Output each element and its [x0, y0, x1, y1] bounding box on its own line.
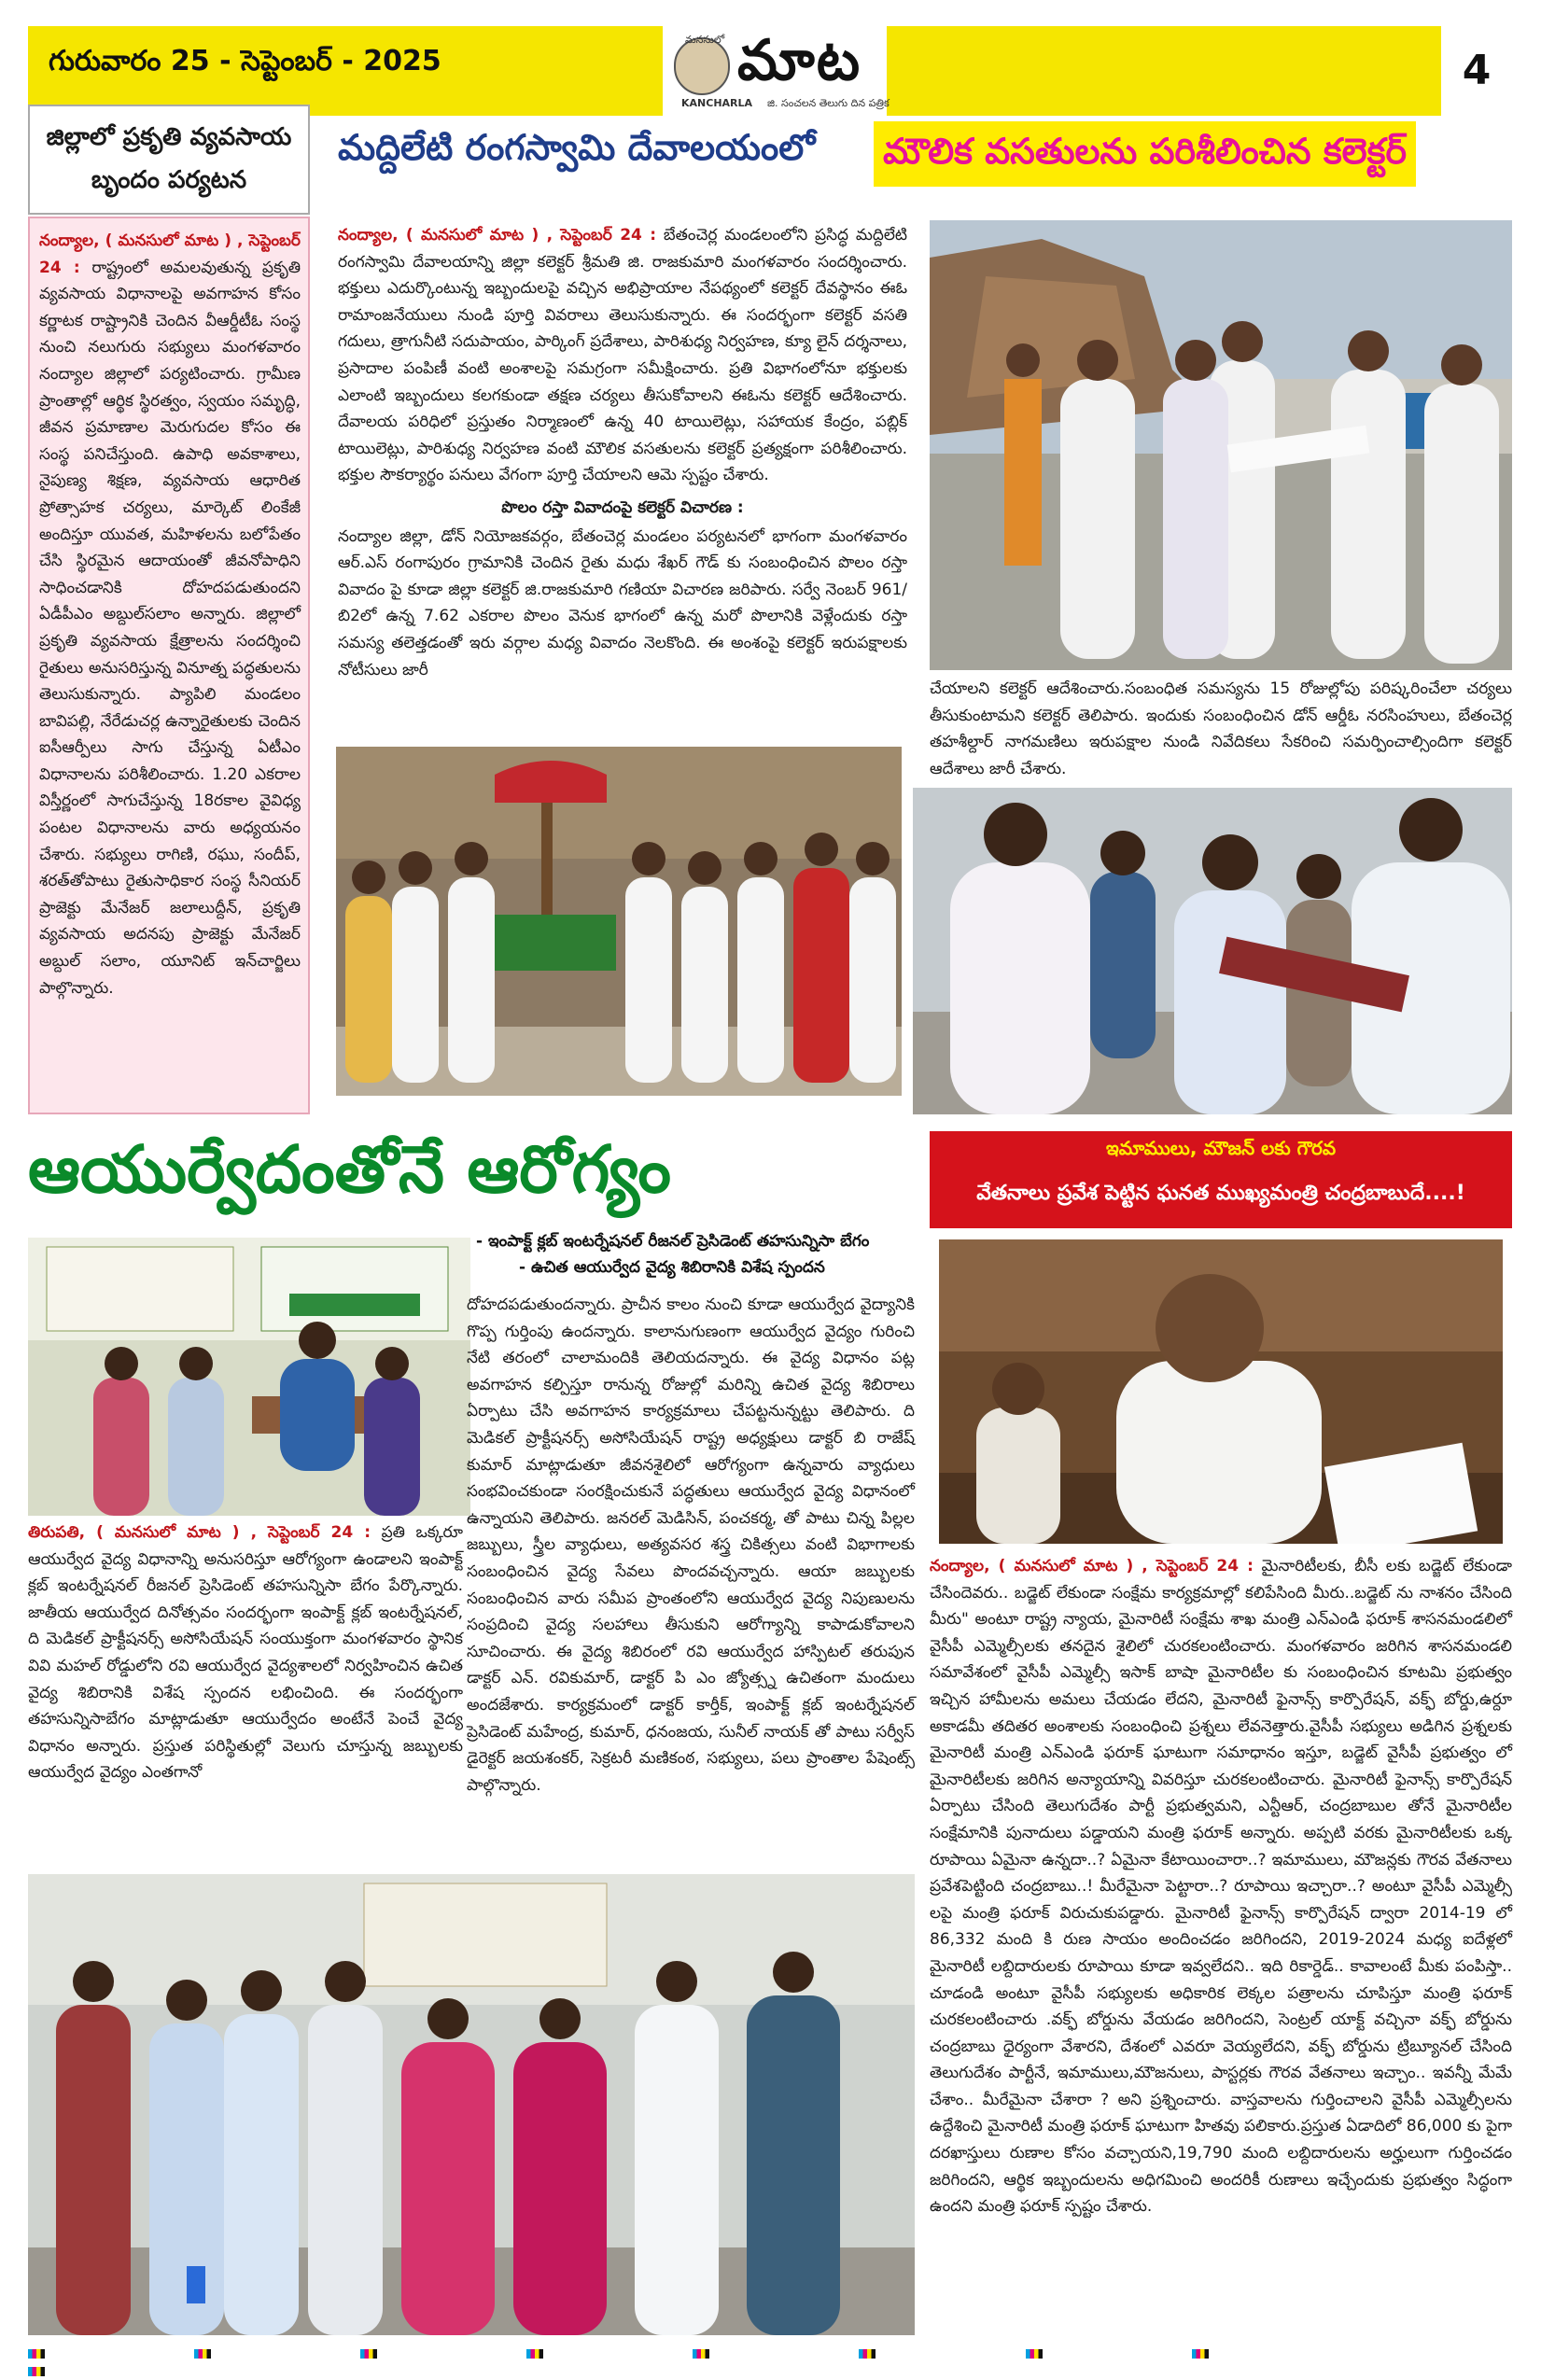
minister-headline-2: వేతనాలు ప్రవేశ పెట్టిన ఘనత ముఖ్యమంత్రి చంద్రబాబుదే....!	[976, 1182, 1465, 1205]
shrine-group-photo	[336, 747, 902, 1096]
ayurveda-article-left	[28, 1519, 463, 1786]
ayurveda-camp-photo	[28, 1238, 470, 1516]
main-body2: నంద్యాల జిల్లా, డోన్ నియోజకవర్గం, బేతంచెర్ల మండలం పర్యటనలో భాగంగా మంగళవారం ఆర్.ఎస్ రంగాపురం గ్రామానికి చెందిన రైతు మధు శేఖర్ గౌడ్ కు సంబంధించిన పొలం రస్తా వివాదం పై కూడా జిల్లా కలెక్టర్ జి.రాజకుమారి గణియా విచారణ జరిపారు. సర్వే నెంబర్ 961/బి2లో ఉన్న 7.62 ఎకరాల పొలం వెనుక భాగంలో ఉన్న మరో పొలానికి వెళ్లేందుకు రస్తా సమస్య తలెత్తడంతో ఇరు వర్గాల మధ్య వివాదం నెలకొంది. ఈ అంశంపై కలెక్టర్ ఇరుపక్షాలకు నోటీసులు జారీ	[338, 526, 907, 679]
registration-mark-icon	[28, 2367, 45, 2376]
main-headline-part1: మద్దిలేటి రంగస్వామి దేవాలయంలో	[338, 127, 816, 168]
ayurveda-subhead-2: - ఉచిత ఆయుర్వేద వైద్య శిబిరానికి విశేష స్పందన	[519, 1258, 825, 1277]
main-continuation: చేయాలని కలెక్టర్ ఆదేశించారు.సంబంధిత సమస్యను 15 రోజుల్లోపు పరిష్కరించేలా చర్యలు తీసుకుంటామని కలెక్టర్ తెలిపారు. ఇందుకు సంబంధించిన డోన్ ఆర్డీఓ నరసింహులు, బేతంచెర్ల తహశీల్దార్ నాగమణిలు ఇరుపక్షాల నుండి నివేదికలు సేకరించి సమర్పించాల్సిందిగా కలెక్టర్ ఆదేశాలు జారీ చేశారు.	[930, 679, 1512, 778]
petition-photo	[913, 788, 1512, 1114]
ayurveda-headline: ఆయుర్వేదంతోనే ఆరోగ్యం	[28, 1131, 671, 1208]
registration-mark-icon	[693, 2349, 709, 2359]
ayurveda-group-photo	[28, 1874, 915, 2335]
registration-mark-icon	[194, 2349, 211, 2359]
minister-article	[930, 1553, 1512, 2220]
sidebar-headline: జిల్లాలో ప్రకృతి వ్యవసాయ బృందం పర్యటన	[28, 105, 310, 215]
registration-mark-icon	[859, 2349, 876, 2359]
page-number: 4	[1437, 26, 1512, 116]
logo-name: KANCHARLA	[681, 97, 753, 109]
registration-marks	[28, 2345, 1512, 2358]
newspaper-logo: మాట	[737, 28, 862, 93]
minister-body: మైనారిటీలకు, బీసీ లకు బడ్జెట్ లేకుండా చేసిందెవరు.. బడ్జెట్ లేకుండా సంక్షేమ కార్యక్రమాల్లో కలిపేసింది మీరు..బడ్జెట్ ను నాశనం చేసింది మీరు" అంటూ రాష్ట్ర న్యాయ, మైనారిటీ సంక్షేమ శాఖ మంత్రి ఎన్ఎండి ఫరూక్ శాసనమండలిలో వైసీపీ ఎమ్మెల్సీలకు తనదైన శైలిలో చురకలంటించారు. మంగళవారం జరిగిన శాసనమండలి సమావేశంలో వైసీపీ ఎమ్మెల్సీ ఇసాక్ బాషా మైనారిటీల కు సంబంధించిన కూటమి ప్రభుత్వం ఇచ్చిన హామీలను అమలు చేయడం లేదని, మైనారిటీ ఫైనాన్స్ కార్పొరేషన్, వక్ఫ్ బోర్డు,ఉర్దూ అకాడమీ తదితర అంశాలకు సంబంధించి ప్రశ్నలు లేవనెత్తారు.వైసీపీ సభ్యులు అడిగిన ప్రశ్నలకు మైనారిటీ మంత్రి ఎన్ఎండి ఫరూక్ ఘాటుగా సమాధానం ఇస్తూ, బడ్జెట్ వైసీపీ ప్రభుత్వం లో మైనారిటీలకు జరిగిన అన్యాయాన్ని వివరిస్తూ చురకలంటించారు. మైనారిటీ ఫైనాన్స్ కార్పొరేషన్ ఏర్పాటు చేసింది తెలుగుదేశం పార్టీ ప్రభుత్వమని, ఎన్టీఆర్, చంద్రబాబుల తోనే మైనారిటీల సంక్షేమానికి పునాదులు పడ్డాయని మంత్రి ఫరూక్ అన్నారు. అప్పటి వరకు మైనారిటీలకు ఒక్క రూపాయి ఏమైనా ఉన్నదా..? ఏమైనా కేటాయించారా..? ఇమాములు, మౌజన్లకు గౌరవ వేతనాలు ప్రవేశపెట్టింది చంద్రబాబు..! మీరేమైనా పెట్టారా..? రూపాయి ఇచ్చారా..? అంటూ వైసీపీ ఎమ్మెల్సీ లపై మంత్రి ఫరూక్ విరుచుకుపడ్డారు. మైనారిటీ ఫైనాన్స్ కార్పొరేషన్ ద్వారా 2014-19 లో 86,332 మంది కి రుణ సాయం అందించడం జరిగిందని, 2019-2024 మధ్య ఐదేళ్లలో మైనారిటీ లబ్దిదారులకు రూపాయి కూడా ఇవ్వలేదని.. ఇది రికార్డెడ్.. కావాలంటే మీకు పంపిస్తా.. చూడండి అంటూ వైసీపీ సభ్యులకు అధికారిక లెక్కల పత్రాలను చూపిస్తూ మంత్రి ఫరూక్ చురకలంటించారు .వక్ఫ్ బోర్డును వేయడం జరిగిందని, సెంట్రల్ యాక్ట్ వచ్చినా వక్ఫ్ బోర్డును చంద్రబాబు ధైర్యంగా వేశారని, దేశంలో ఎవరూ వెయ్యలేదని, వక్ఫ్ బోర్డును ట్రిబ్యూనల్ చేసింది తెలుగుదేశం పార్టీనే, ఇమాములు,మౌజనులు, పాస్టర్లకు గౌరవ వేతనాలు ఇచ్చాం.. ఇవన్నీ మేమే చేశాం.. మీరేమైనా చేశారా ? అని ప్రశ్నించారు. వాస్తవాలను గుర్తించాలని వైసీపీ ఎమ్మెల్సీలను ఉద్దేశించి మైనారిటీ మంత్రి ఫరూక్ ఘాటుగా హితవు పలికారు.ప్రస్తుత ఏడాదిలో 86,000 కు పైగా దరఖాస్తులు రుణాల కోసం వచ్చాయని,19,790 మంది లబ్దిదారులను అర్హులుగా గుర్తించడం జరిగిందని, ఆర్థిక ఇబ్బందులను అధిగమించి అందరికీ రుణాలు ఇచ్చేందుకు ప్రభుత్వం సిద్ధంగా ఉందని మంత్రి ఫరూక్ స్పష్టం చేశారు.	[930, 1557, 1512, 2217]
minister-headline-1: ఇమాములు, మౌజన్ లకు గౌరవ	[1105, 1137, 1337, 1159]
temple-visit-photo	[930, 220, 1512, 670]
ayurveda-subhead-1: - ఇంపాక్ట్ క్లబ్ ఇంటర్నేషనల్ రీజనల్ ప్రెసిడెంట్ తహసున్నిసా బేగం	[476, 1232, 870, 1251]
main-headline-part2: మౌలిక వసతులను పరిశీలించిన కలెక్టర్	[874, 121, 1416, 187]
main-article	[338, 222, 907, 683]
registration-mark-icon	[1192, 2349, 1209, 2359]
ayurveda-body-left: ప్రతి ఒక్కరూ ఆయుర్వేద వైద్య విధానాన్ని అనుసరిస్తూ ఆరోగ్యంగా ఉండాలని ఇంపాక్ట్ క్లబ్ ఇంటర్నేషనల్ రీజనల్ ప్రెసిడెంట్ తహసున్నిసా బేగం పేర్కొన్నారు. జాతీయ ఆయుర్వేద దినోత్సవం సందర్భంగా ఇంపాక్ట్ క్లబ్ ఇంటర్నేషనల్, ది మెడికల్ ప్రాక్టీషనర్స్ అసోసియేషన్ సంయుక్తంగా మంగళవారం స్థానిక వివి మహల్ రోడ్డులోని రవి ఆయుర్వేద వైద్యశాలలో నిర్వహించిన ఉచిత వైద్య శిబిరానికి విశేష స్పందన లభించింది. ఈ సందర్భంగా తహసున్నిసాబేగం మాట్లాడుతూ ఆయుర్వేదం అంటేనే పెంచే వైద్య విధానం అన్నారు. ప్రస్తుత పరిస్థితుల్లో వెలుగు చూస్తున్న జబ్బులకు ఆయుర్వేద వైద్యం ఎంతగానో	[28, 1523, 463, 1783]
registration-mark-icon	[1026, 2349, 1043, 2359]
main-subhead: పొలం రస్తా వివాదంపై కలెక్టర్ విచారణ :	[501, 497, 744, 517]
registration-mark-icon	[28, 2349, 45, 2359]
minister-photo	[939, 1239, 1503, 1544]
logo-tagline: జి. సంచలన తెలుగు దిన పత్రిక	[767, 97, 890, 109]
sidebar-body: రాష్ట్రంలో అమలవుతున్న ప్రకృతి వ్యవసాయ విధానాలపై అవగాహన కోసం కర్ణాటక రాష్ట్రానికి చెందిన వీఆర్డీటీఓ సంస్థ నుంచి నలుగురు సభ్యులు మంగళవారం నంద్యాల జిల్లాలో పర్యటించారు. గ్రామీణ ప్రాంతాల్లో ఆర్థిక స్థిరత్వం, స్వయం సమృద్ధి, జీవన ప్రమాణాల మెరుగుదల కోసం ఈ సంస్థ పనిచేస్తుంది. ఉపాధి అవకాశాలు, నైపుణ్య శిక్షణ, వ్యవసాయ ఆధారిత ప్రోత్సాహక చర్యలు, మార్కెట్ లింకేజీ అందిస్తూ యువత, మహిళలను బలోపేతం చేసి స్థిరమైన ఆదాయంతో జీవనోపాధిని సాధించడానికి దోహదపడుతుందని ఏడీపీఎం అబ్దుల్‌సలాం అన్నారు. జిల్లాలో ప్రకృతి వ్యవసాయ క్షేత్రాలను సందర్శించి రైతులు అనుసరిస్తున్న వినూత్న పద్ధతులను తెలుసుకున్నారు. ప్యాపిలి మండలం బావిపల్లి, నేరేడుచర్ల ఉన్నారైతులకు చెందిన ఐసీఆర్పీలు సాగు చేస్తున్న ఏటీఎం విధానాలను పరిశీలించారు. 1.20 ఎకరాల విస్తీర్ణంలో సాగుచేస్తున్న 18రకాల వైవిధ్య పంటల విధానాలను వారు అధ్యయనం చేశారు. సభ్యులు రాగిణి, రఘు, సందీప్, శరత్‌తోపాటు రైతుసాధికార సంస్థ సీనియర్ ప్రాజెక్టు మేనేజర్ జలాలుద్దీన్, ప్రకృతి వ్యవసాయ అదనపు ప్రాజెక్టు మేనేజర్ అబ్దుల్ సలాం, యూనిట్ ఇన్‌చార్జిలు పాల్గొన్నారు.	[39, 258, 301, 998]
main-body1: బేతంచెర్ల మండలంలోని ప్రసిద్ధ మద్దిలేటి రంగస్వామి దేవాలయాన్ని జిల్లా కలెక్టర్ శ్రీమతి జి. రాజకుమారి మంగళవారం సందర్శించారు. భక్తులు ఎదుర్కొంటున్న ఇబ్బందులపై వచ్చిన అభిప్రాయాల నేపథ్యంలో కలెక్టర్ దేవస్థానం ఈఓ రామాంజనేయులు నుండి పూర్తి వివరాలు తెలుసుకున్నారు. ఈ సందర్భంగా కలెక్టర్ వసతి గదులు, త్రాగునీటి సదుపాయం, పార్కింగ్ ప్రదేశాలు, పారిశుధ్య నిర్వహణ, క్యూ లైన్ దర్శనాలు, ప్రసాదాల పంపిణీ వంటి అంశాలపై సమగ్రంగా సమీక్షించారు. ప్రతి విభాగంలోనూ భక్తులకు ఎలాంటి ఇబ్బందులు కలగకుండా తక్షణ చర్యలు తీసుకోవాలని ఈఓను కలెక్టర్ ఆదేశించారు. దేవాలయ పరిధిలో ప్రస్తుతం నిర్మాణంలో ఉన్న 40 టాయిలెట్లు, సహాయక కేంద్రం, పబ్లిక్ టాయిలెట్లు, పారిశుధ్య నిర్వహణ వంటి మౌలిక వసతులను కలెక్టర్ ప్రత్యక్షంగా పరిశీలించారు. భక్తుల సౌకర్యార్థం పనులు వేగంగా పూర్తి చేయాలని ఆమె స్పష్టం చేశారు.	[338, 226, 907, 485]
ayurveda-body-right: దోహదపడుతుందన్నారు. ప్రాచీన కాలం నుంచి కూడా ఆయుర్వేద వైద్యానికి గొప్ప గుర్తింపు ఉందన్నారు. కాలానుగుణంగా ఆయుర్వేద వైద్యం గురించి నేటి తరంలో చాలామందికి తెలియదన్నారు. ఈ వైద్య విధానం పట్ల అవగాహన కల్పిస్తూ రానున్న రోజుల్లో మరిన్ని ఉచిత వైద్య శిబిరాలు ఏర్పాటు చేసి అవగాహన కార్యక్రమాలు చేపట్టనున్నట్టు తెలిపారు. ది మెడికల్ ప్రాక్టీషనర్స్ అసోసియేషన్ రాష్ట్ర అధ్యక్షులు డాక్టర్ బి రాజేష్ కుమార్ మాట్లాడుతూ జీవనశైలిలో ఆరోగ్యంగా ఉన్నవారు వ్యాధులు సంభవించకుండా సంరక్షించుకునే పద్ధతులు ఆయుర్వేద వైద్య విధానంలో ఉన్నాయని తెలిపారు. జనరల్ మెడిసిన్, పంచకర్మ, తో పాటు చిన్న పిల్లల జబ్బులు, స్త్రీల వ్యాధులు, అత్యవసర శస్త్ర చికిత్సలు వంటి విభాగాలకు సంబంధించిన వైద్య సేవలు పొందవచ్చన్నారు. ఆయా జబ్బులకు సంబంధించిన వారు సమీప ప్రాంతంలోని ఆయుర్వేద వైద్య నిపుణులను సంప్రదించి వైద్య సలహాలు తీసుకుని ఆరోగ్యాన్ని కాపాడుకోవాలని సూచించారు. ఈ వైద్య శిబిరంలో రవి ఆయుర్వేద హాస్పిటల్ తరుపున డాక్టర్ ఎన్. రవికుమార్, డాక్టర్ పి ఎం జ్యోత్స్న ఉచితంగా మందులు అందజేశారు. కార్యక్రమంలో డాక్టర్ కార్తీక్, ఇంపాక్ట్ క్లబ్ ఇంటర్నేషనల్ ప్రెసిడెంట్ మహేంద్ర, కుమార్, ధనంజయ, సునీల్ నాయక్ తో పాటు సర్వీస్ డైరెక్టర్ జయశంకర్, సెక్రటరీ మణికంఠ, సభ్యులు, పలు ప్రాంతాల పేషెంట్స్ పాల్గొన్నారు.	[467, 1295, 915, 1795]
registration-mark-icon	[360, 2349, 377, 2359]
minister-dateline: నంద్యాల, ( మనసులో మాట ) , సెప్టెంబర్ 24 :	[930, 1557, 1254, 1575]
main-dateline: నంద్యాల, ( మనసులో మాట ) , సెప్టెంబర్ 24 :	[338, 226, 657, 245]
registration-mark-icon	[526, 2349, 543, 2359]
issue-date: గురువారం 25 - సెప్టెంబర్ - 2025	[49, 45, 441, 77]
ayurveda-dateline: తిరుపతి, ( మనసులో మాట ) , సెప్టెంబర్ 24 :	[28, 1523, 371, 1542]
logo-small-text: మనసులో	[685, 34, 725, 46]
sidebar-article	[39, 228, 301, 1001]
sidebar-dateline: నంద్యాల, ( మనసులో మాట ) , సెప్టెంబర్ 24 :	[39, 231, 301, 277]
